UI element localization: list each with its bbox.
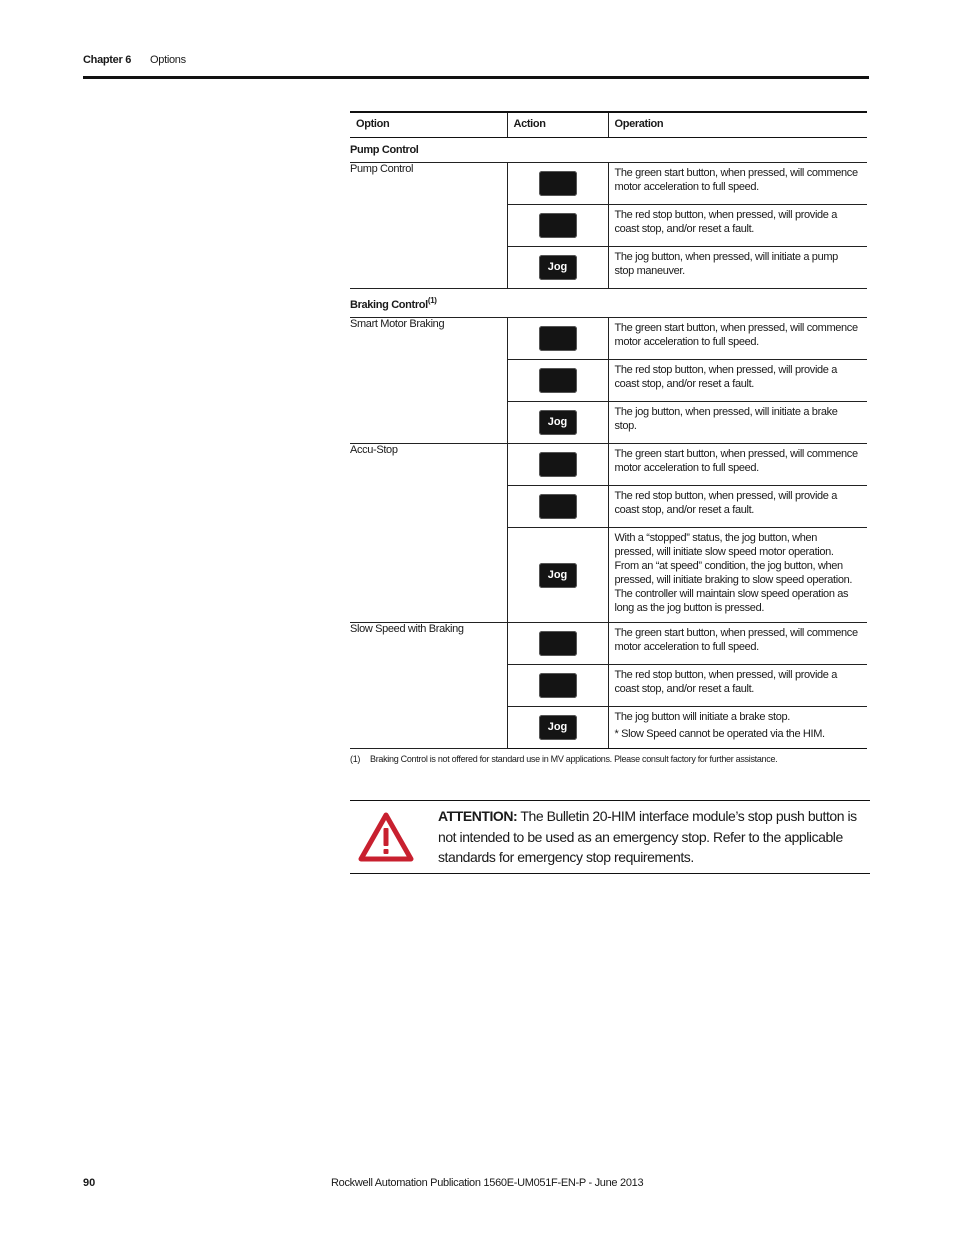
action-cell [507,163,608,205]
table-row [350,163,867,205]
group-title-cell [350,289,867,318]
operation-cell [608,486,867,528]
action-cell [507,486,608,528]
attention-box [350,800,870,874]
start-button-icon [539,171,577,196]
start-button-icon [539,452,577,477]
operation-text: The jog button, when pressed, will initiate a pump stop maneuver. [614,251,838,277]
action-cell [507,528,608,623]
operation-text: The green start button, when pressed, will commence motor acceleration to full speed. [614,167,858,193]
action-cell [507,360,608,402]
operation-cell [608,402,867,444]
warning-triangle-icon [358,811,414,863]
operation-text: The red stop button, when pressed, will provide a coast stop, and/or reset a fault. [614,364,838,390]
table-body [350,138,867,749]
operation-text: The red stop button, when pressed, will provide a coast stop, and/or reset a fault. [614,209,838,235]
action-cell [507,444,608,486]
group-title-cell [350,138,867,163]
start-button-icon [539,631,577,656]
page-header [83,52,869,79]
group-header-row [350,289,867,318]
operation-cell [608,163,867,205]
option-name: Slow Speed with Braking [350,623,464,635]
column-header-operation: Operation [608,112,867,138]
action-cell [507,623,608,665]
action-cell [507,402,608,444]
operation-text: The green start button, when pressed, will commence motor acceleration to full speed. [614,322,858,348]
operation-text: The jog button will initiate a brake stop. [614,711,790,723]
action-cell [507,665,608,707]
table-row [350,318,867,360]
table-row [350,623,867,665]
column-header-option: Option [350,112,507,138]
attention-text [438,806,863,868]
column-header-action: Action [507,112,608,138]
operation-text: With a “stopped” status, the jog button, when pressed, will initiate slow speed motor operation. From an “at speed” condition, the jog button, when pressed, will initiate braking to slow speed operation. The controller will maintain slow speed operation as long as the jog button is pressed. [614,532,853,614]
footnote-number: (1) [350,754,361,764]
operation-text: The red stop button, when pressed, will provide a coast stop, and/or reset a fault. [614,490,838,516]
table-header-row [350,112,867,138]
option-name-cell [350,318,507,444]
operation-note: * Slow Speed cannot be operated via the HIM. [614,728,825,740]
operation-text: The red stop button, when pressed, will provide a coast stop, and/or reset a fault. [614,669,838,695]
operation-cell [608,707,867,749]
jog-button-icon: Jog [539,410,577,435]
attention-label: ATTENTION: [438,808,518,824]
operation-cell [608,205,867,247]
operation-cell [608,360,867,402]
option-name: Smart Motor Braking [350,318,445,330]
footnote-text: Braking Control is not offered for standard use in MV applications. Please consult factory for further assistance. [370,754,778,764]
operation-text: The jog button, when pressed, will initiate a brake stop. [614,406,838,432]
operation-cell [608,665,867,707]
option-name-cell [350,444,507,623]
option-name: Pump Control [350,163,414,175]
chapter-label: Chapter 6 [83,54,132,66]
group-header-row [350,138,867,163]
operation-cell [608,623,867,665]
stop-button-icon [539,494,577,519]
operation-cell [608,247,867,289]
action-cell [507,707,608,749]
operation-text: The green start button, when pressed, will commence motor acceleration to full speed. [614,627,858,653]
jog-button-icon: Jog [539,255,577,280]
page-number: 90 [83,1177,96,1189]
table-row [350,444,867,486]
option-name-cell [350,623,507,749]
stop-button-icon [539,213,577,238]
section-label: Options [150,54,186,66]
stop-button-icon [539,673,577,698]
operation-cell [608,528,867,623]
group-title: Pump Control [350,144,419,156]
options-table [350,111,867,749]
operation-cell [608,444,867,486]
attention-body: The Bulletin 20-HIM interface module’s stop push button is not intended to be used as an emergency stop. Refer to the applicable standards for emergency stop requirements. [438,808,857,865]
action-cell [507,247,608,289]
start-button-icon [539,326,577,351]
publication-info: Rockwell Automation Publication 1560E-UM051F-EN-P - June 2013 [331,1177,644,1189]
group-title: Braking Control [350,299,428,311]
footnote-ref: (1) [427,296,437,305]
jog-button-icon: Jog [539,715,577,740]
operation-cell [608,318,867,360]
option-name-cell [350,163,507,289]
operation-text: The green start button, when pressed, will commence motor acceleration to full speed. [614,448,858,474]
jog-button-icon: Jog [539,563,577,588]
stop-button-icon [539,368,577,393]
option-name: Accu-Stop [350,444,398,456]
action-cell [507,205,608,247]
action-cell [507,318,608,360]
